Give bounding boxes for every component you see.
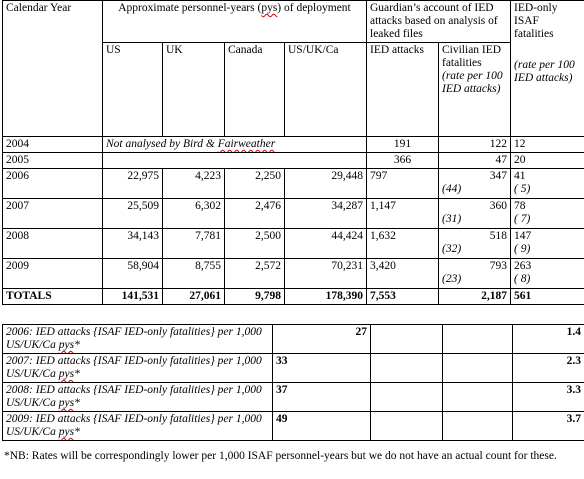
rate-label: 2008: IED attacks {ISAF IED-only fatalities} per 1,000 US/UK/Ca pys* [3, 383, 273, 412]
year-cell: 2007 [3, 199, 103, 229]
total-cell: 34,287 [285, 199, 367, 229]
civilian-cell: 360 (31) [439, 199, 511, 229]
ied-data-table [2, 0, 584, 305]
total-cell: 44,424 [285, 229, 367, 259]
civilian-cell: 793 (23) [439, 259, 511, 289]
canada-cell: 2,250 [225, 169, 285, 199]
header-col-total: US/UK/Ca [285, 43, 367, 137]
totals-label: TOTALS [3, 289, 103, 305]
rates-table [2, 324, 584, 441]
header-col-canada: Canada [225, 43, 285, 137]
attacks-cell: 797 [367, 169, 439, 199]
header-row-1 [3, 1, 584, 43]
combined-total: 178,390 [285, 289, 367, 305]
civilian-cell: 47 [439, 153, 511, 169]
table-row [3, 153, 584, 169]
canada-cell: 2,476 [225, 199, 285, 229]
attacks-total: 7,553 [367, 289, 439, 305]
us-cell: 22,975 [103, 169, 163, 199]
rate-attacks: 33 [273, 354, 371, 383]
header-calendar-year: Calendar Year [3, 1, 103, 137]
rate-label: 2007: IED attacks {ISAF IED-only fatalities} per 1,000 US/UK/Ca pys* [3, 354, 273, 383]
year-cell: 2009 [3, 259, 103, 289]
uk-cell: 6,302 [163, 199, 225, 229]
attacks-cell: 1,632 [367, 229, 439, 259]
table-row [3, 229, 584, 259]
empty-cell [443, 383, 513, 412]
attacks-cell: 366 [367, 153, 439, 169]
us-cell: 25,509 [103, 199, 163, 229]
empty-cell [103, 153, 367, 169]
civilian-cell: 347 (44) [439, 169, 511, 199]
isaf-cell: 41 ( 5) [511, 169, 584, 199]
header-col-uk: UK [163, 43, 225, 137]
table-row [3, 259, 584, 289]
total-cell: 70,231 [285, 259, 367, 289]
rate-attacks: 49 [273, 412, 371, 441]
header-col-attacks: IED attacks [367, 43, 439, 137]
attacks-cell: 3,420 [367, 259, 439, 289]
rate-label: 2006: IED attacks {ISAF IED-only fatalities} per 1,000 US/UK/Ca pys* [3, 325, 273, 354]
civilian-cell: 122 [439, 137, 511, 153]
header-deployment: Approximate personnel-years (pys) of deployment [103, 1, 367, 43]
not-analysed-note: Not analysed by Bird & Fairweather [103, 137, 367, 153]
rate-row [3, 325, 584, 354]
canada-total: 9,798 [225, 289, 285, 305]
us-cell: 34,143 [103, 229, 163, 259]
table-row [3, 169, 584, 199]
rate-fatalities: 2.3 [513, 354, 584, 383]
isaf-cell: 20 [511, 153, 584, 169]
header-col-us: US [103, 43, 163, 137]
year-cell: 2008 [3, 229, 103, 259]
rate-fatalities: 3.3 [513, 383, 584, 412]
footnote: *NB: Rates will be correspondingly lower per 1,000 ISAF personnel-years but we do not have an actual count for these. [4, 450, 557, 462]
rate-row [3, 412, 584, 441]
rate-row [3, 383, 584, 412]
rate-label: 2009: IED attacks {ISAF IED-only fatalities} per 1,000 US/UK/Ca pys* [3, 412, 273, 441]
civilian-total: 2,187 [439, 289, 511, 305]
rate-row [3, 354, 584, 383]
empty-cell [371, 354, 443, 383]
empty-cell [371, 383, 443, 412]
us-cell: 58,904 [103, 259, 163, 289]
attacks-cell: 1,147 [367, 199, 439, 229]
uk-cell: 8,755 [163, 259, 225, 289]
empty-cell [443, 354, 513, 383]
uk-total: 27,061 [163, 289, 225, 305]
header-guardian: Guardian’s account of IED attacks based on analysis of leaked files [367, 1, 511, 43]
empty-cell [443, 325, 513, 354]
isaf-total: 561 [511, 289, 584, 305]
canada-cell: 2,572 [225, 259, 285, 289]
us-total: 141,531 [103, 289, 163, 305]
isaf-cell: 78 ( 7) [511, 199, 584, 229]
empty-cell [371, 325, 443, 354]
year-cell: 2005 [3, 153, 103, 169]
isaf-cell: 12 [511, 137, 584, 153]
empty-cell [443, 412, 513, 441]
isaf-cell: 263 ( 8) [511, 259, 584, 289]
empty-cell [371, 412, 443, 441]
isaf-cell: 147 ( 9) [511, 229, 584, 259]
attacks-cell: 191 [367, 137, 439, 153]
year-cell: 2004 [3, 137, 103, 153]
rate-fatalities: 3.7 [513, 412, 584, 441]
year-cell: 2006 [3, 169, 103, 199]
header-isaf: IED-only ISAF fatalities (rate per 100 IED attacks) [511, 1, 584, 137]
total-cell: 29,448 [285, 169, 367, 199]
header-col-civilian: Civilian IED fatalities (rate per 100 IED attacks) [439, 43, 511, 137]
table-row [3, 199, 584, 229]
uk-cell: 4,223 [163, 169, 225, 199]
canada-cell: 2,500 [225, 229, 285, 259]
civilian-cell: 518 (32) [439, 229, 511, 259]
totals-row [3, 289, 584, 305]
rate-fatalities: 1.4 [513, 325, 584, 354]
table-row [3, 137, 584, 153]
rate-attacks: 27 [273, 325, 371, 354]
uk-cell: 7,781 [163, 229, 225, 259]
rate-attacks: 37 [273, 383, 371, 412]
